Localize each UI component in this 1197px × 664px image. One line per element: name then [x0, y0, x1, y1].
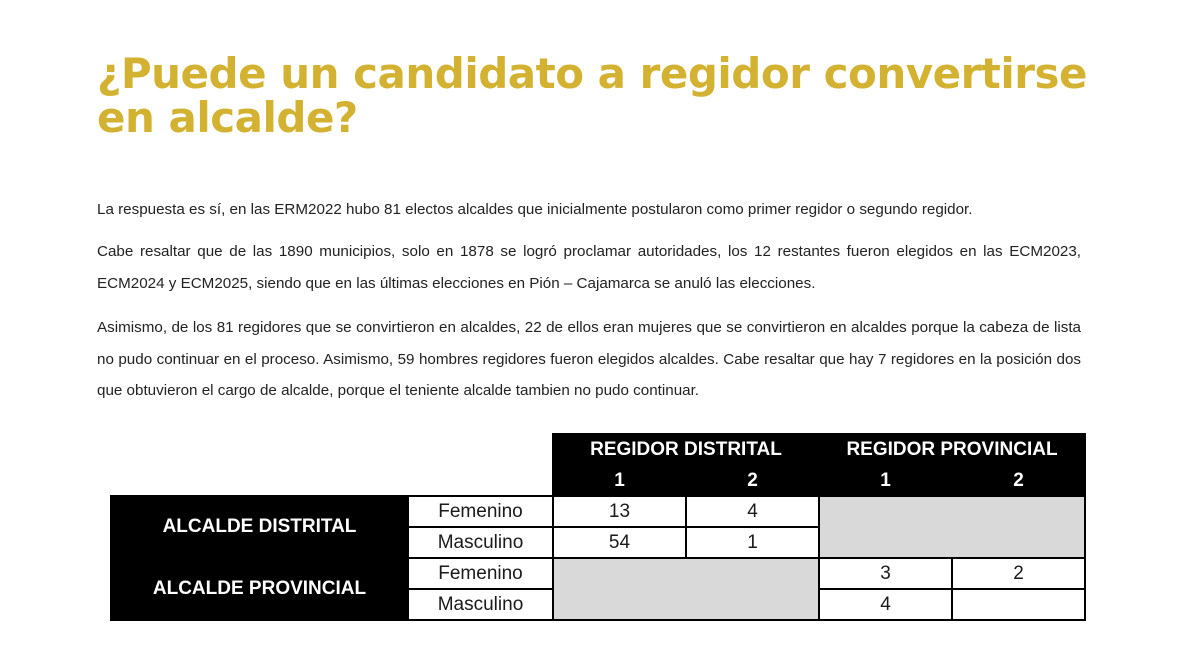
value-cell: 2	[952, 558, 1085, 589]
table-subheader-row	[111, 465, 1085, 496]
value-cell: 1	[686, 527, 819, 558]
blank-cell	[111, 434, 408, 465]
table-header-row	[111, 434, 1085, 465]
value-cell: 54	[553, 527, 686, 558]
col-group-regidor-provincial: REGIDOR PROVINCIAL	[819, 434, 1085, 465]
subcol-provincial-1: 1	[819, 465, 952, 496]
value-cell: 4	[819, 589, 952, 620]
blank-cell	[111, 465, 408, 496]
gender-label: Femenino	[408, 496, 553, 527]
value-cell: 3	[819, 558, 952, 589]
value-cell: 13	[553, 496, 686, 527]
gender-label: Masculino	[408, 527, 553, 558]
blank-cell	[408, 434, 553, 465]
results-table	[110, 433, 1086, 621]
page-title: ¿Puede un candidato a regidor convertirse en alcalde?	[97, 49, 1087, 142]
paragraph-2: Cabe resaltar que de las 1890 municipios, solo en 1878 se logró proclamar autoridades, los 12 restantes fueron elegidos en las ECM2023, ECM2024 y ECM2025, siendo que en las últimas elecciones en Pión – Cajamarca se anuló las elecciones.	[97, 243, 1081, 292]
empty-cell	[553, 558, 819, 620]
subcol-distrital-1: 1	[553, 465, 686, 496]
paragraph-1: La respuesta es sí, en las ERM2022 hubo 81 electos alcaldes que inicialmente postularon como primer regidor o segundo regidor.	[97, 201, 973, 218]
paragraph-3: Asimismo, de los 81 regidores que se convirtieron en alcaldes, 22 de ellos eran mujeres que se convirtieron en alcaldes porque la cabeza de lista no pudo continuar en el proceso. Asimismo, 59 hombres regidores fueron elegidos alcaldes. Cabe resaltar que hay 7 regidores en la posición dos que obtuvieron el cargo de alcalde, porque el teniente alcalde tambien no pudo continuar.	[97, 319, 1081, 399]
subcol-provincial-2: 2	[952, 465, 1085, 496]
value-cell	[952, 589, 1085, 620]
blank-cell	[408, 465, 553, 496]
table-row	[111, 496, 1085, 527]
subcol-distrital-2: 2	[686, 465, 819, 496]
gender-label: Femenino	[408, 558, 553, 589]
empty-cell	[819, 496, 1085, 558]
col-group-regidor-distrital: REGIDOR DISTRITAL	[553, 434, 819, 465]
row-group-alcalde-provincial: ALCALDE PROVINCIAL	[111, 558, 408, 620]
row-group-alcalde-distrital: ALCALDE DISTRITAL	[111, 496, 408, 558]
value-cell: 4	[686, 496, 819, 527]
table-row	[111, 558, 1085, 589]
gender-label: Masculino	[408, 589, 553, 620]
